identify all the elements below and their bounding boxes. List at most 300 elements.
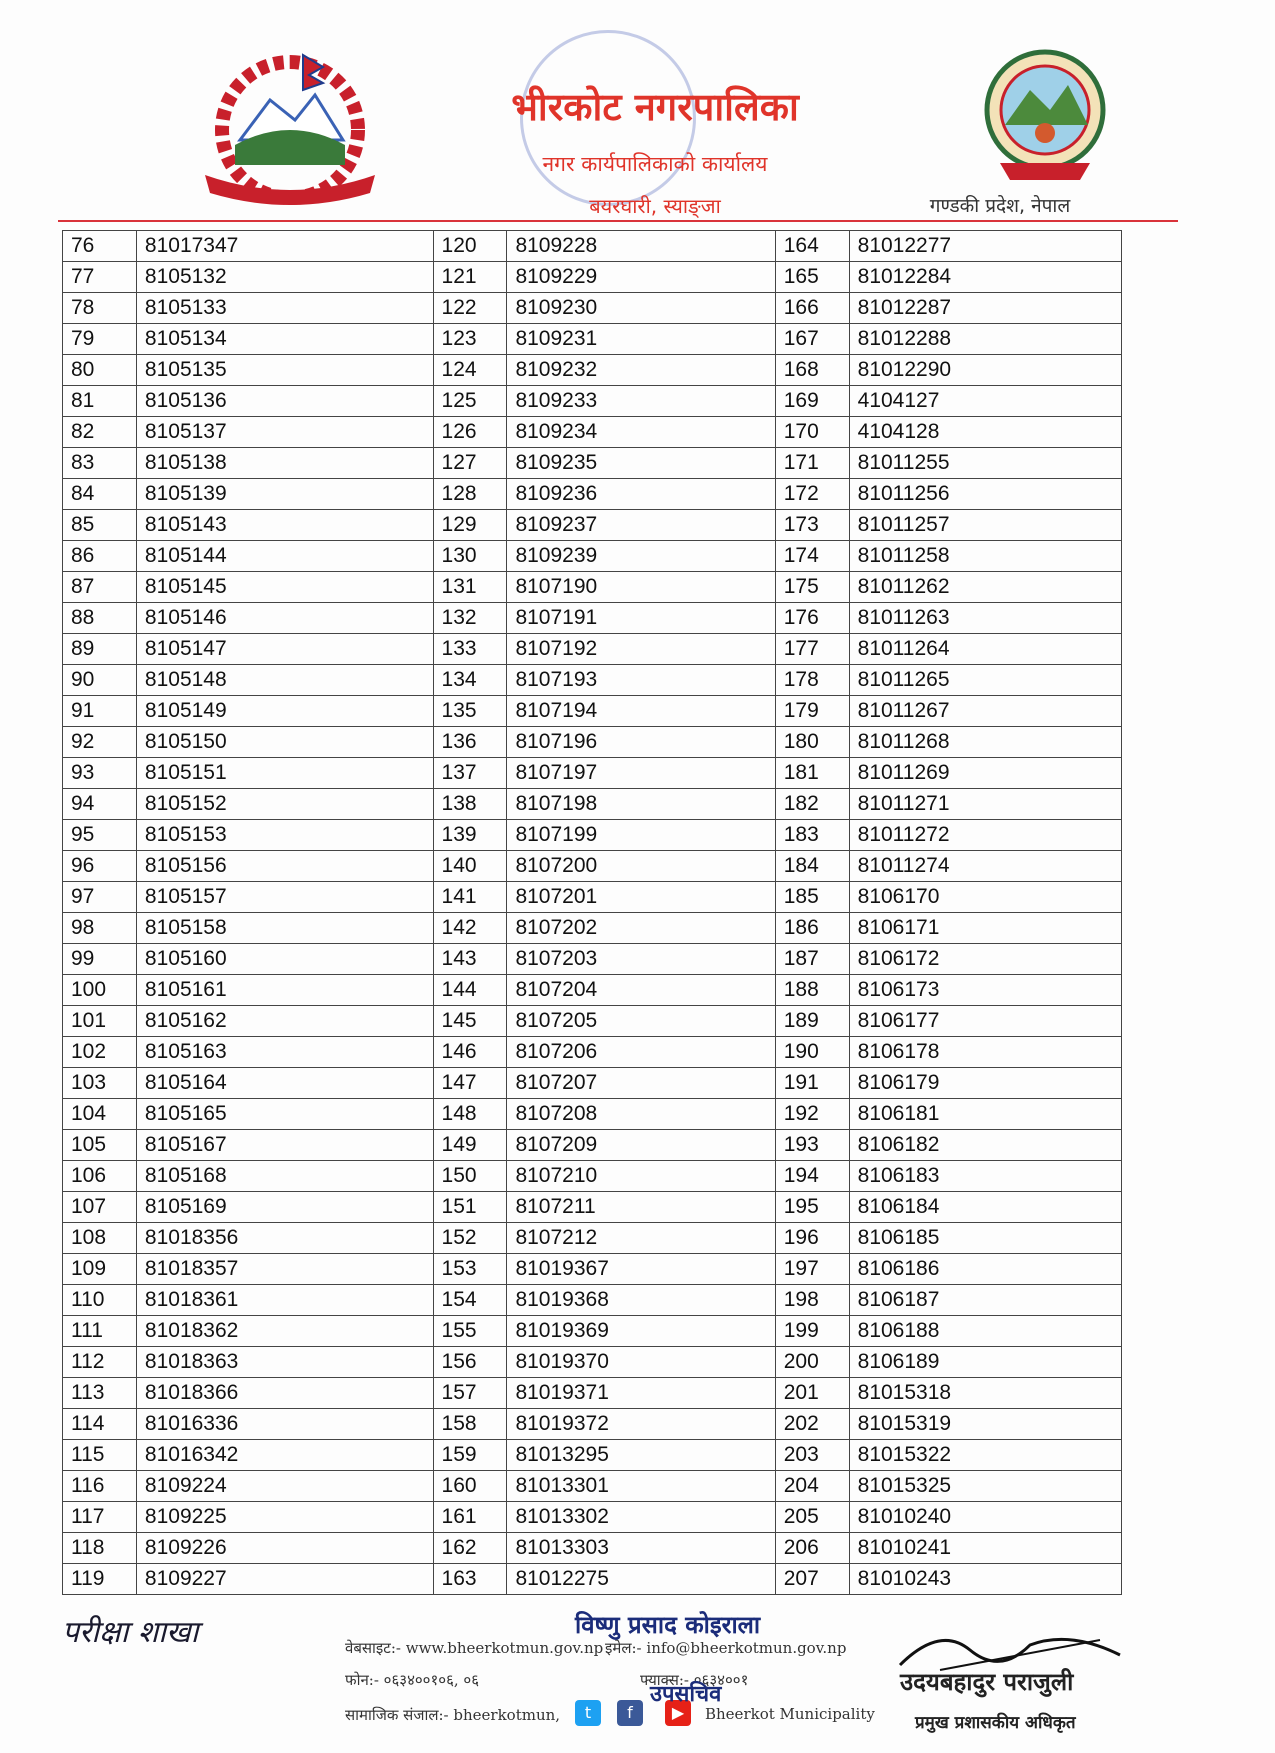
id-number-cell: 8109229 bbox=[507, 262, 775, 293]
serial-number-cell: 180 bbox=[775, 727, 849, 758]
table-row bbox=[63, 448, 1122, 479]
id-number-cell: 8107206 bbox=[507, 1037, 775, 1068]
id-number-cell: 81010241 bbox=[849, 1533, 1121, 1564]
id-number-cell: 81013301 bbox=[507, 1471, 775, 1502]
serial-number-cell: 108 bbox=[63, 1223, 137, 1254]
serial-number-cell: 184 bbox=[775, 851, 849, 882]
social-name-text: Bheerkot Municipality bbox=[705, 1705, 875, 1723]
serial-number-cell: 106 bbox=[63, 1161, 137, 1192]
serial-number-cell: 111 bbox=[63, 1316, 137, 1347]
id-number-cell: 8105138 bbox=[136, 448, 433, 479]
id-number-cell: 81011272 bbox=[849, 820, 1121, 851]
id-number-cell: 8105167 bbox=[136, 1130, 433, 1161]
id-number-cell: 8105164 bbox=[136, 1068, 433, 1099]
serial-number-cell: 80 bbox=[63, 355, 137, 386]
table-row bbox=[63, 727, 1122, 758]
id-number-cell: 81011258 bbox=[849, 541, 1121, 572]
serial-number-cell: 183 bbox=[775, 820, 849, 851]
serial-number-cell: 133 bbox=[433, 634, 507, 665]
id-number-cell: 81018362 bbox=[136, 1316, 433, 1347]
id-number-cell: 8105145 bbox=[136, 572, 433, 603]
serial-number-cell: 169 bbox=[775, 386, 849, 417]
serial-number-cell: 191 bbox=[775, 1068, 849, 1099]
serial-number-cell: 196 bbox=[775, 1223, 849, 1254]
id-number-cell: 81019367 bbox=[507, 1254, 775, 1285]
municipality-logo-icon bbox=[980, 45, 1110, 195]
serial-number-cell: 136 bbox=[433, 727, 507, 758]
id-number-cell: 81019371 bbox=[507, 1378, 775, 1409]
id-number-cell: 81011257 bbox=[849, 510, 1121, 541]
id-number-cell: 8105146 bbox=[136, 603, 433, 634]
serial-number-cell: 186 bbox=[775, 913, 849, 944]
serial-number-cell: 148 bbox=[433, 1099, 507, 1130]
table-row bbox=[63, 355, 1122, 386]
serial-number-cell: 134 bbox=[433, 665, 507, 696]
signatory1-title: उपसचिव bbox=[650, 1682, 722, 1707]
id-number-cell: 8107192 bbox=[507, 634, 775, 665]
serial-number-cell: 182 bbox=[775, 789, 849, 820]
id-number-cell: 8106171 bbox=[849, 913, 1121, 944]
id-number-cell: 81012290 bbox=[849, 355, 1121, 386]
serial-number-cell: 115 bbox=[63, 1440, 137, 1471]
serial-number-cell: 154 bbox=[433, 1285, 507, 1316]
serial-number-cell: 198 bbox=[775, 1285, 849, 1316]
id-number-cell: 8107196 bbox=[507, 727, 775, 758]
id-number-cell: 8106187 bbox=[849, 1285, 1121, 1316]
serial-number-cell: 87 bbox=[63, 572, 137, 603]
id-number-cell: 8105132 bbox=[136, 262, 433, 293]
id-number-cell: 81010243 bbox=[849, 1564, 1121, 1595]
table-row bbox=[63, 789, 1122, 820]
serial-number-cell: 102 bbox=[63, 1037, 137, 1068]
id-number-cell: 8105152 bbox=[136, 789, 433, 820]
id-number-cell: 81012287 bbox=[849, 293, 1121, 324]
serial-number-cell: 122 bbox=[433, 293, 507, 324]
id-number-cell: 8105165 bbox=[136, 1099, 433, 1130]
id-number-cell: 8106183 bbox=[849, 1161, 1121, 1192]
id-number-cell: 8107194 bbox=[507, 696, 775, 727]
serial-number-cell: 98 bbox=[63, 913, 137, 944]
table-row bbox=[63, 1533, 1122, 1564]
id-number-cell: 8105156 bbox=[136, 851, 433, 882]
id-number-cell: 81012275 bbox=[507, 1564, 775, 1595]
id-number-cell: 81013295 bbox=[507, 1440, 775, 1471]
serial-number-cell: 97 bbox=[63, 882, 137, 913]
id-number-cell: 81019368 bbox=[507, 1285, 775, 1316]
serial-number-cell: 109 bbox=[63, 1254, 137, 1285]
table-row bbox=[63, 696, 1122, 727]
website-text: वेबसाइट:- www.bheerkotmun.gov.np bbox=[345, 1639, 604, 1657]
table-row bbox=[63, 541, 1122, 572]
table-row bbox=[63, 1037, 1122, 1068]
serial-number-cell: 128 bbox=[433, 479, 507, 510]
id-number-cell: 8109236 bbox=[507, 479, 775, 510]
table-row bbox=[63, 1316, 1122, 1347]
serial-number-cell: 114 bbox=[63, 1409, 137, 1440]
serial-number-cell: 137 bbox=[433, 758, 507, 789]
serial-number-cell: 126 bbox=[433, 417, 507, 448]
serial-number-cell: 149 bbox=[433, 1130, 507, 1161]
id-number-cell: 81011263 bbox=[849, 603, 1121, 634]
id-number-cell: 8109230 bbox=[507, 293, 775, 324]
serial-number-cell: 151 bbox=[433, 1192, 507, 1223]
serial-number-cell: 172 bbox=[775, 479, 849, 510]
id-number-cell: 81012277 bbox=[849, 231, 1121, 262]
id-number-cell: 81011262 bbox=[849, 572, 1121, 603]
serial-number-cell: 144 bbox=[433, 975, 507, 1006]
serial-number-cell: 118 bbox=[63, 1533, 137, 1564]
id-number-cell: 8107190 bbox=[507, 572, 775, 603]
province-text: गण्डकी प्रदेश, नेपाल bbox=[929, 195, 1071, 217]
id-number-cell: 8107208 bbox=[507, 1099, 775, 1130]
serial-number-cell: 139 bbox=[433, 820, 507, 851]
youtube-icon[interactable]: ▶ bbox=[665, 1700, 691, 1726]
id-number-cell: 8107200 bbox=[507, 851, 775, 882]
id-number-cell: 8105149 bbox=[136, 696, 433, 727]
id-number-cell: 8105139 bbox=[136, 479, 433, 510]
serial-number-cell: 91 bbox=[63, 696, 137, 727]
serial-number-cell: 168 bbox=[775, 355, 849, 386]
table-row bbox=[63, 758, 1122, 789]
serial-number-cell: 206 bbox=[775, 1533, 849, 1564]
table-row bbox=[63, 510, 1122, 541]
serial-number-cell: 135 bbox=[433, 696, 507, 727]
table-row bbox=[63, 1347, 1122, 1378]
serial-number-cell: 163 bbox=[433, 1564, 507, 1595]
header-divider bbox=[58, 220, 1178, 222]
id-number-cell: 8106188 bbox=[849, 1316, 1121, 1347]
table-row bbox=[63, 1254, 1122, 1285]
id-number-cell: 8106177 bbox=[849, 1006, 1121, 1037]
serial-number-cell: 192 bbox=[775, 1099, 849, 1130]
registration-table bbox=[62, 230, 1122, 1595]
serial-number-cell: 155 bbox=[433, 1316, 507, 1347]
serial-number-cell: 143 bbox=[433, 944, 507, 975]
table-row bbox=[63, 417, 1122, 448]
serial-number-cell: 90 bbox=[63, 665, 137, 696]
id-number-cell: 81015318 bbox=[849, 1378, 1121, 1409]
id-number-cell: 8105168 bbox=[136, 1161, 433, 1192]
id-number-cell: 4104128 bbox=[849, 417, 1121, 448]
id-number-cell: 8109239 bbox=[507, 541, 775, 572]
office-address: बयरघारी, स्याङ्जा bbox=[589, 194, 721, 218]
phone-text: फोन:- ०६३४००१०६, ०६ bbox=[345, 1671, 480, 1689]
serial-number-cell: 177 bbox=[775, 634, 849, 665]
nepal-emblem-icon bbox=[185, 45, 395, 205]
serial-number-cell: 88 bbox=[63, 603, 137, 634]
serial-number-cell: 95 bbox=[63, 820, 137, 851]
serial-number-cell: 76 bbox=[63, 231, 137, 262]
serial-number-cell: 142 bbox=[433, 913, 507, 944]
id-number-cell: 81018356 bbox=[136, 1223, 433, 1254]
table-row bbox=[63, 820, 1122, 851]
table-row bbox=[63, 1006, 1122, 1037]
id-number-cell: 8106189 bbox=[849, 1347, 1121, 1378]
id-number-cell: 8107193 bbox=[507, 665, 775, 696]
id-number-cell: 81011268 bbox=[849, 727, 1121, 758]
id-number-cell: 81018357 bbox=[136, 1254, 433, 1285]
table-row bbox=[63, 665, 1122, 696]
table-row bbox=[63, 975, 1122, 1006]
serial-number-cell: 161 bbox=[433, 1502, 507, 1533]
serial-number-cell: 117 bbox=[63, 1502, 137, 1533]
serial-number-cell: 124 bbox=[433, 355, 507, 386]
id-number-cell: 8105163 bbox=[136, 1037, 433, 1068]
id-number-cell: 8109234 bbox=[507, 417, 775, 448]
serial-number-cell: 105 bbox=[63, 1130, 137, 1161]
id-number-cell: 8109225 bbox=[136, 1502, 433, 1533]
table-row bbox=[63, 231, 1122, 262]
serial-number-cell: 140 bbox=[433, 851, 507, 882]
id-number-cell: 81012288 bbox=[849, 324, 1121, 355]
serial-number-cell: 82 bbox=[63, 417, 137, 448]
serial-number-cell: 176 bbox=[775, 603, 849, 634]
serial-number-cell: 173 bbox=[775, 510, 849, 541]
serial-number-cell: 146 bbox=[433, 1037, 507, 1068]
serial-number-cell: 145 bbox=[433, 1006, 507, 1037]
id-number-cell: 8109224 bbox=[136, 1471, 433, 1502]
serial-number-cell: 96 bbox=[63, 851, 137, 882]
twitter-icon[interactable]: t bbox=[575, 1700, 601, 1726]
serial-number-cell: 103 bbox=[63, 1068, 137, 1099]
serial-number-cell: 174 bbox=[775, 541, 849, 572]
table-row bbox=[63, 1564, 1122, 1595]
serial-number-cell: 167 bbox=[775, 324, 849, 355]
serial-number-cell: 86 bbox=[63, 541, 137, 572]
serial-number-cell: 141 bbox=[433, 882, 507, 913]
id-number-cell: 8105160 bbox=[136, 944, 433, 975]
id-number-cell: 81019370 bbox=[507, 1347, 775, 1378]
id-number-cell: 81011256 bbox=[849, 479, 1121, 510]
id-number-cell: 81019369 bbox=[507, 1316, 775, 1347]
serial-number-cell: 152 bbox=[433, 1223, 507, 1254]
id-number-cell: 81012284 bbox=[849, 262, 1121, 293]
serial-number-cell: 120 bbox=[433, 231, 507, 262]
id-number-cell: 8109233 bbox=[507, 386, 775, 417]
serial-number-cell: 204 bbox=[775, 1471, 849, 1502]
serial-number-cell: 129 bbox=[433, 510, 507, 541]
table-row bbox=[63, 293, 1122, 324]
id-number-cell: 8107209 bbox=[507, 1130, 775, 1161]
id-number-cell: 8105134 bbox=[136, 324, 433, 355]
id-number-cell: 81017347 bbox=[136, 231, 433, 262]
serial-number-cell: 132 bbox=[433, 603, 507, 634]
serial-number-cell: 187 bbox=[775, 944, 849, 975]
id-number-cell: 81011264 bbox=[849, 634, 1121, 665]
table-row bbox=[63, 1285, 1122, 1316]
id-number-cell: 8105169 bbox=[136, 1192, 433, 1223]
id-number-cell: 8105151 bbox=[136, 758, 433, 789]
serial-number-cell: 104 bbox=[63, 1099, 137, 1130]
serial-number-cell: 178 bbox=[775, 665, 849, 696]
serial-number-cell: 107 bbox=[63, 1192, 137, 1223]
id-number-cell: 81013303 bbox=[507, 1533, 775, 1564]
serial-number-cell: 138 bbox=[433, 789, 507, 820]
municipality-title: भीरकोट नगरपालिका bbox=[511, 84, 799, 129]
table-row bbox=[63, 851, 1122, 882]
table-row bbox=[63, 1068, 1122, 1099]
table-row bbox=[63, 1161, 1122, 1192]
signatory1-name: विष्णु प्रसाद कोइराला bbox=[575, 1611, 761, 1639]
id-number-cell: 8107211 bbox=[507, 1192, 775, 1223]
table-row bbox=[63, 262, 1122, 293]
facebook-icon[interactable]: f bbox=[617, 1700, 643, 1726]
id-number-cell: 8107199 bbox=[507, 820, 775, 851]
table-row bbox=[63, 479, 1122, 510]
id-number-cell: 81015319 bbox=[849, 1409, 1121, 1440]
id-number-cell: 81018363 bbox=[136, 1347, 433, 1378]
id-number-cell: 8107201 bbox=[507, 882, 775, 913]
id-number-cell: 8109226 bbox=[136, 1533, 433, 1564]
id-number-cell: 8105157 bbox=[136, 882, 433, 913]
table-row bbox=[63, 1223, 1122, 1254]
id-number-cell: 8105158 bbox=[136, 913, 433, 944]
serial-number-cell: 166 bbox=[775, 293, 849, 324]
id-number-cell: 81011265 bbox=[849, 665, 1121, 696]
serial-number-cell: 195 bbox=[775, 1192, 849, 1223]
office-subtitle: नगर कार्यपालिकाको कार्यालय bbox=[542, 152, 768, 176]
id-number-cell: 8105143 bbox=[136, 510, 433, 541]
id-number-cell: 8107205 bbox=[507, 1006, 775, 1037]
id-number-cell: 4104127 bbox=[849, 386, 1121, 417]
serial-number-cell: 123 bbox=[433, 324, 507, 355]
serial-number-cell: 131 bbox=[433, 572, 507, 603]
id-number-cell: 8105153 bbox=[136, 820, 433, 851]
id-number-cell: 8107203 bbox=[507, 944, 775, 975]
serial-number-cell: 85 bbox=[63, 510, 137, 541]
serial-number-cell: 156 bbox=[433, 1347, 507, 1378]
id-number-cell: 8106172 bbox=[849, 944, 1121, 975]
id-number-cell: 8107212 bbox=[507, 1223, 775, 1254]
serial-number-cell: 93 bbox=[63, 758, 137, 789]
id-number-cell: 81019372 bbox=[507, 1409, 775, 1440]
serial-number-cell: 77 bbox=[63, 262, 137, 293]
serial-number-cell: 116 bbox=[63, 1471, 137, 1502]
serial-number-cell: 110 bbox=[63, 1285, 137, 1316]
serial-number-cell: 79 bbox=[63, 324, 137, 355]
serial-number-cell: 199 bbox=[775, 1316, 849, 1347]
serial-number-cell: 94 bbox=[63, 789, 137, 820]
table-row bbox=[63, 634, 1122, 665]
id-number-cell: 8109227 bbox=[136, 1564, 433, 1595]
id-number-cell: 8105161 bbox=[136, 975, 433, 1006]
id-number-cell: 8107198 bbox=[507, 789, 775, 820]
serial-number-cell: 99 bbox=[63, 944, 137, 975]
serial-number-cell: 112 bbox=[63, 1347, 137, 1378]
id-number-cell: 8107191 bbox=[507, 603, 775, 634]
id-number-cell: 8105162 bbox=[136, 1006, 433, 1037]
id-number-cell: 81018366 bbox=[136, 1378, 433, 1409]
social-text: सामाजिक संजाल:- bheerkotmun, bbox=[345, 1706, 561, 1724]
id-number-cell: 8107197 bbox=[507, 758, 775, 789]
serial-number-cell: 159 bbox=[433, 1440, 507, 1471]
serial-number-cell: 179 bbox=[775, 696, 849, 727]
fax-text: फ्याक्स:- ०६३४००१ bbox=[640, 1671, 749, 1689]
id-number-cell: 81016342 bbox=[136, 1440, 433, 1471]
serial-number-cell: 193 bbox=[775, 1130, 849, 1161]
serial-number-cell: 181 bbox=[775, 758, 849, 789]
id-number-cell: 8106173 bbox=[849, 975, 1121, 1006]
serial-number-cell: 158 bbox=[433, 1409, 507, 1440]
id-number-cell: 8107210 bbox=[507, 1161, 775, 1192]
serial-number-cell: 78 bbox=[63, 293, 137, 324]
id-number-cell: 81016336 bbox=[136, 1409, 433, 1440]
serial-number-cell: 157 bbox=[433, 1378, 507, 1409]
table-row bbox=[63, 603, 1122, 634]
table-row bbox=[63, 1099, 1122, 1130]
id-number-cell: 8105136 bbox=[136, 386, 433, 417]
serial-number-cell: 197 bbox=[775, 1254, 849, 1285]
handwritten-note: परीक्षा शाखा bbox=[62, 1615, 199, 1650]
id-number-cell: 81010240 bbox=[849, 1502, 1121, 1533]
id-number-cell: 8106179 bbox=[849, 1068, 1121, 1099]
table-row bbox=[63, 1409, 1122, 1440]
serial-number-cell: 189 bbox=[775, 1006, 849, 1037]
serial-number-cell: 113 bbox=[63, 1378, 137, 1409]
signatory2-title: प्रमुख प्रशासकीय अधिकृत bbox=[915, 1713, 1076, 1733]
serial-number-cell: 162 bbox=[433, 1533, 507, 1564]
id-number-cell: 8109228 bbox=[507, 231, 775, 262]
serial-number-cell: 100 bbox=[63, 975, 137, 1006]
table-row bbox=[63, 1130, 1122, 1161]
table-row bbox=[63, 913, 1122, 944]
id-number-cell: 8106170 bbox=[849, 882, 1121, 913]
serial-number-cell: 119 bbox=[63, 1564, 137, 1595]
serial-number-cell: 147 bbox=[433, 1068, 507, 1099]
serial-number-cell: 205 bbox=[775, 1502, 849, 1533]
id-number-cell: 8109237 bbox=[507, 510, 775, 541]
id-number-cell: 81015322 bbox=[849, 1440, 1121, 1471]
serial-number-cell: 150 bbox=[433, 1161, 507, 1192]
serial-number-cell: 185 bbox=[775, 882, 849, 913]
id-number-cell: 8105147 bbox=[136, 634, 433, 665]
serial-number-cell: 164 bbox=[775, 231, 849, 262]
id-number-cell: 81015325 bbox=[849, 1471, 1121, 1502]
id-number-cell: 8105133 bbox=[136, 293, 433, 324]
id-number-cell: 81011267 bbox=[849, 696, 1121, 727]
table-row bbox=[63, 1192, 1122, 1223]
id-number-cell: 8107202 bbox=[507, 913, 775, 944]
serial-number-cell: 207 bbox=[775, 1564, 849, 1595]
table-row bbox=[63, 944, 1122, 975]
id-number-cell: 8107207 bbox=[507, 1068, 775, 1099]
email-text: इमेल:- info@bheerkotmun.gov.np bbox=[605, 1639, 847, 1657]
table-row bbox=[63, 1471, 1122, 1502]
serial-number-cell: 153 bbox=[433, 1254, 507, 1285]
id-number-cell: 8105148 bbox=[136, 665, 433, 696]
table-row bbox=[63, 1378, 1122, 1409]
signatory2-name: उदयबहादुर पराजुली bbox=[900, 1668, 1074, 1696]
serial-number-cell: 121 bbox=[433, 262, 507, 293]
serial-number-cell: 127 bbox=[433, 448, 507, 479]
serial-number-cell: 92 bbox=[63, 727, 137, 758]
serial-number-cell: 202 bbox=[775, 1409, 849, 1440]
serial-number-cell: 160 bbox=[433, 1471, 507, 1502]
serial-number-cell: 101 bbox=[63, 1006, 137, 1037]
serial-number-cell: 201 bbox=[775, 1378, 849, 1409]
id-number-cell: 81011274 bbox=[849, 851, 1121, 882]
id-number-cell: 8106178 bbox=[849, 1037, 1121, 1068]
serial-number-cell: 83 bbox=[63, 448, 137, 479]
serial-number-cell: 200 bbox=[775, 1347, 849, 1378]
table-row bbox=[63, 1502, 1122, 1533]
id-number-cell: 81011271 bbox=[849, 789, 1121, 820]
id-number-cell: 8105137 bbox=[136, 417, 433, 448]
id-number-cell: 8106184 bbox=[849, 1192, 1121, 1223]
table-row bbox=[63, 1440, 1122, 1471]
serial-number-cell: 170 bbox=[775, 417, 849, 448]
id-number-cell: 8109235 bbox=[507, 448, 775, 479]
